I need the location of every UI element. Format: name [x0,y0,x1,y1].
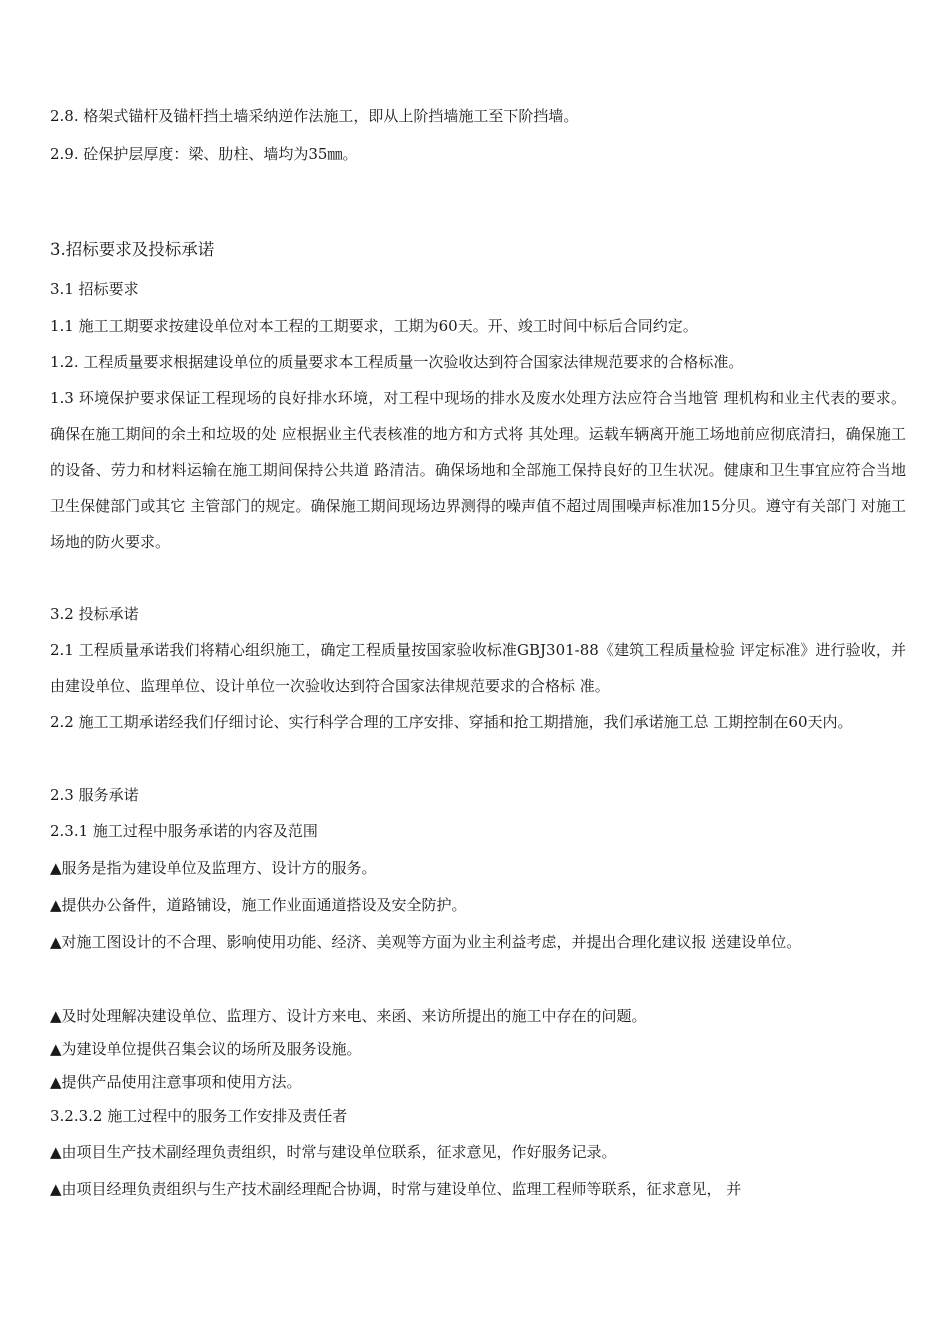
clause-2-9: 2.9. 砼保护层厚度：梁、肋柱、墙均为35㎜。 [50,145,358,163]
bullet-item: ▲由项目生产技术副经理负责组织，时常与建设单位联系，征求意见，作好服务记录。 [50,1143,617,1161]
clause-2-8: 2.8. 格架式锚杆及锚杆挡土墙采纳逆作法施工，即从上阶挡墙施工至下阶挡墙。 [50,107,579,125]
bullet-item: ▲对施工图设计的不合理、影响使用功能、经济、美观等方面为业主利益考虑，并提出合理化建议报 送建设单位。 [50,933,802,951]
bullet-item: ▲为建设单位提供召集会议的场所及服务设施。 [50,1040,362,1058]
subsection-3-2: 3.2 投标承诺 [50,605,139,623]
paragraph-2-1: 2.1 工程质量承诺我们将精心组织施工，确定工程质量按国家验收标准GBJ301-88《建筑工程质量检验 评定标准》进行验收，并由建设单位、监理单位、设计单位一次验收达到符合国家法律规范要求的合格标 准。 [50,641,906,695]
bullet-item: ▲由项目经理负责组织与生产技术副经理配合协调，时常与建设单位、监理工程师等联系，征求意见， 并 [50,1180,742,1198]
paragraph-2-3-1: 2.3.1 施工过程中服务承诺的内容及范围 [50,822,318,840]
bullet-item: ▲及时处理解决建设单位、监理方、设计方来电、来函、来访所提出的施工中存在的问题。 [50,1007,647,1025]
bullet-item: ▲提供办公备件，道路铺设，施工作业面通道搭设及安全防护。 [50,896,467,914]
bullet-item: ▲服务是指为建设单位及监理方、设计方的服务。 [50,859,377,877]
paragraph-1-3: 1.3 环境保护要求保证工程现场的良好排水环境，对工程中现场的排水及废水处理方法应符合当地管 理机构和业主代表的要求。确保在施工期间的余土和垃圾的处 应根据业主代表核准的地方和方式将 其处理。运载车辆离开施工场地前应彻底清扫，确保施工的设备、劳力和材料运输在施工期间保持公共道 路清洁。确保场地和全部施工保持良好的卫生状况。健康和卫生事宜应符合当地卫生保健部门或其它 主管部门的规定。确保施工期间现场边界测得的噪声值不超过周围噪声标准加15分贝。遵守有关部门 对施工场地的防火要求。 [50,389,906,551]
paragraph-2-3: 2.3 服务承诺 [50,786,139,804]
bullet-item: ▲提供产品使用注意事项和使用方法。 [50,1073,302,1091]
paragraph-1-2: 1.2. 工程质量要求根据建设单位的质量要求本工程质量一次验收达到符合国家法律规范要求的合格标准。 [50,353,744,371]
section-heading-3: 3.招标要求及投标承诺 [50,240,215,259]
paragraph-2-2: 2.2 施工工期承诺经我们仔细讨论、实行科学合理的工序安排、穿插和抢工期措施，我们承诺施工总 工期控制在60天内。 [50,713,853,731]
paragraph-3-2-3-2: 3.2.3.2 施工过程中的服务工作安排及责任者 [50,1107,348,1125]
paragraph-1-1: 1.1 施工工期要求按建设单位对本工程的工期要求，工期为60天。开、竣工时间中标后合同约定。 [50,317,698,335]
subsection-3-1: 3.1 招标要求 [50,280,139,298]
